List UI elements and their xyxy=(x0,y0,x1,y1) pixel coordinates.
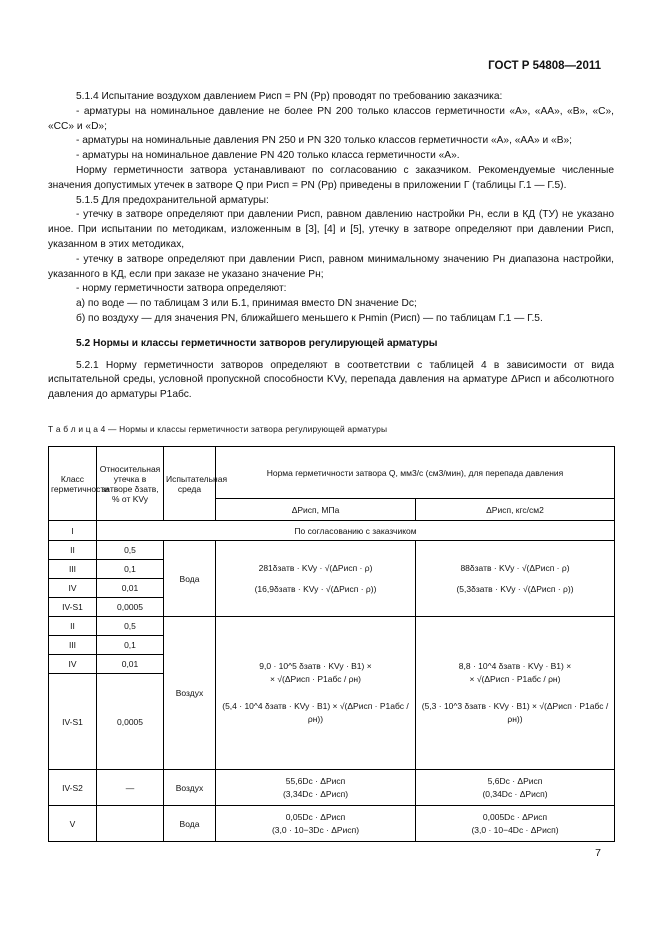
formula-line: (5,3δзатв · KVy · √(ΔPисп · ρ)) xyxy=(456,583,574,594)
formula-line: (3,0 · 10−3Dc · ΔPисп) xyxy=(271,824,360,835)
table-caption: Т а б л и ц а 4 — Нормы и классы герметичности затвора регулирующей арматуры xyxy=(48,424,388,434)
class-cell: I xyxy=(49,521,97,541)
class-cell: V xyxy=(49,806,97,842)
formula-line: × √(ΔPисп · P1абс / ρн) xyxy=(270,674,361,684)
paragraph: - утечку в затворе определяют при давлении Pисп, равном давлению настройки Pн, если в КД (ТУ) не указано иное. При испытании по методикам, изложенным в [3], [4] и [5], утечку в затворе определяют при давлении Pисп, указанном в этих методиках, xyxy=(48,209,614,250)
class-cell: II xyxy=(49,541,97,560)
formula-kgs xyxy=(416,770,615,806)
leakage-norms-table xyxy=(48,446,615,842)
paragraph: а) по воде — по таблицам 3 или Б.1, принимая вместо DN значение Dc; xyxy=(76,298,417,310)
header-norm: Норма герметичности затвора Q, мм3/с (см3/мин), для перепада давления xyxy=(216,447,615,499)
header-leak: Относительная утечка в затворе δзатв, % от KVy xyxy=(97,447,164,521)
formula-line: 55,6Dc · ΔPисп xyxy=(285,775,346,786)
agreement-cell: По согласованию с заказчиком xyxy=(97,521,615,541)
leak-cell: 0,01 xyxy=(97,579,164,598)
leak-cell xyxy=(97,806,164,842)
body-text xyxy=(48,90,614,403)
leak-cell: 0,0005 xyxy=(97,674,164,770)
class-cell: IV xyxy=(49,655,97,674)
medium-cell: Вода xyxy=(164,806,216,842)
formula-line: (5,4 · 10^4 δзатв · KVy · B1) × √(ΔPисп · P1абс / ρн)) xyxy=(222,701,409,724)
paragraph: - арматуры на номинальное давление не более PN 200 только классов герметичности «А», «АА», «В», «С», «СС» и «D»; xyxy=(48,105,614,132)
header-class: Класс герметичности xyxy=(49,447,97,521)
formula-line: 281δзатв · KVy · √(ΔPисп · ρ) xyxy=(258,562,373,573)
formula-line: 0,005Dc · ΔPисп xyxy=(482,811,548,822)
paragraph: Норму герметичности затвора устанавливают по согласованию с заказчиком. Рекомендуемые численные значения допустимых утечек в затворе Q при Pисп = PN (Pp) приведены в приложении Г (таблицы Г.1 — Г.5). xyxy=(48,164,614,191)
leak-cell: 0,5 xyxy=(97,617,164,636)
section-paragraph: 5.2.1 Норму герметичности затворов определяют в соответствии с таблицей 4 в зависимости от вида испытательной среды, условной пропускной способности KVy, перепада давления на арматуре ΔPисп и абсолютного давления до арматуры P1абс. xyxy=(48,359,614,401)
class-cell: IV xyxy=(49,579,97,598)
formula-line: (3,34Dc · ΔPисп) xyxy=(282,788,349,799)
formula-kgs xyxy=(416,806,615,842)
class-cell: IV-S1 xyxy=(49,674,97,770)
formula-line: 88δзатв · KVy · √(ΔPисп · ρ) xyxy=(460,562,570,573)
paragraph: - норму герметичности затвора определяют: xyxy=(76,283,287,295)
paragraph: - арматуры на номинальные давления PN 250 и PN 320 только классов герметичности «А», «АА» и «В»; xyxy=(76,135,572,147)
medium-cell: Воздух xyxy=(164,617,216,770)
leak-cell: 0,5 xyxy=(97,541,164,560)
formula-line: 0,05Dc · ΔPисп xyxy=(285,811,346,822)
formula-line: (16,9δзатв · KVy · √(ΔPисп · ρ)) xyxy=(254,583,377,594)
class-cell: IV-S2 xyxy=(49,770,97,806)
header-kgs: ΔPисп, кгс/см2 xyxy=(416,499,615,521)
paragraph: б) по воздуху — для значения PN, ближайшего меньшего к Pнmin (Pисп) — по таблицам Г.1 — Г.5. xyxy=(76,312,543,324)
medium-cell: Вода xyxy=(164,541,216,617)
paragraph: 5.1.4 Испытание воздухом давлением Pисп = PN (Pp) проводят по требованию заказчика: xyxy=(76,91,503,102)
class-cell: IV-S1 xyxy=(49,598,97,617)
document-header: ГОСТ Р 54808—2011 xyxy=(488,60,601,72)
formula-line: 5,6Dc · ΔPисп xyxy=(487,775,543,786)
section-title: 5.2 Нормы и классы герметичности затворов регулирующей арматуры xyxy=(76,337,438,349)
formula-line: (3,0 · 10−4Dc · ΔPисп) xyxy=(471,824,559,835)
paragraph: - арматуры на номинальное давление PN 420 только класса герметичности «А». xyxy=(76,150,460,162)
formula-mpa-air xyxy=(216,617,416,770)
header-medium: Испытательная среда xyxy=(164,447,216,521)
leak-cell: — xyxy=(97,770,164,806)
paragraph: - утечку в затворе определяют при давлении Pисп, равном минимальному значению Pн диапазона настройки, указанного в КД, если при заказе не указано значение Pн; xyxy=(48,253,614,280)
page-number: 7 xyxy=(595,847,601,859)
formula-line: (0,34Dc · ΔPисп) xyxy=(482,788,548,799)
medium-cell: Воздух xyxy=(164,770,216,806)
formula-kgs-water xyxy=(416,541,615,617)
formula-line: × √(ΔPисп · P1абс / ρн) xyxy=(469,674,561,684)
formula-kgs-air xyxy=(416,617,615,770)
paragraph: 5.1.5 Для предохранительной арматуры: xyxy=(76,194,269,206)
leak-cell: 0,1 xyxy=(97,560,164,579)
leak-cell: 0,1 xyxy=(97,636,164,655)
formula-mpa-water xyxy=(216,541,416,617)
header-mpa: ΔPисп, МПа xyxy=(216,499,416,521)
formula-mpa xyxy=(216,806,416,842)
leak-cell: 0,0005 xyxy=(97,598,164,617)
formula-line: 8,8 · 10^4 δзатв · KVy · B1) × xyxy=(458,661,572,671)
leak-cell: 0,01 xyxy=(97,655,164,674)
class-cell: III xyxy=(49,636,97,655)
formula-mpa xyxy=(216,770,416,806)
class-cell: III xyxy=(49,560,97,579)
formula-line: (5,3 · 10^3 δзатв · KVy · B1) × √(ΔPисп · P1абс / ρн)) xyxy=(421,701,609,724)
class-cell: II xyxy=(49,617,97,636)
formula-line: 9,0 · 10^5 δзатв · KVy · B1) × xyxy=(259,661,372,671)
